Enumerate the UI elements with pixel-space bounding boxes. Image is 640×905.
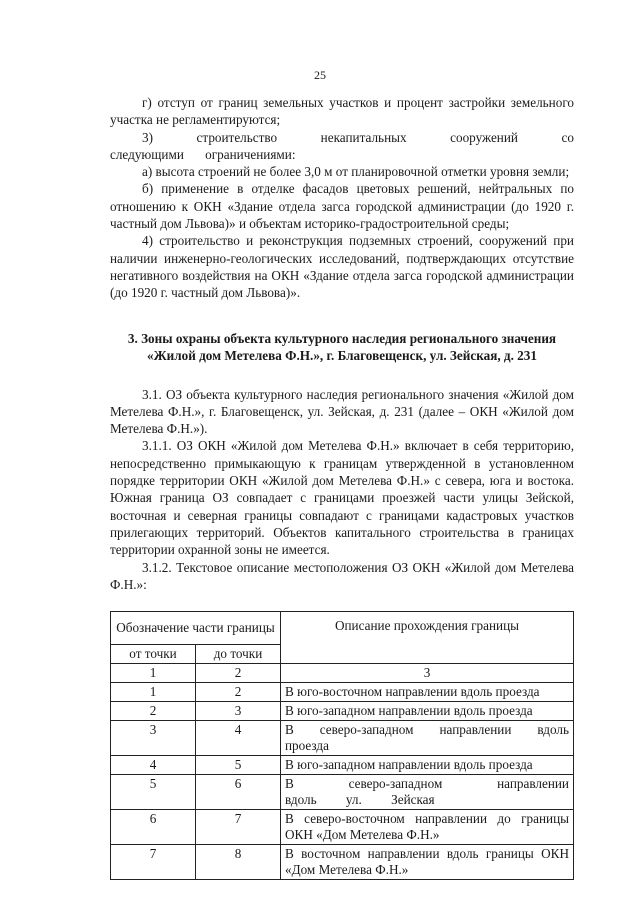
from-cell: 7: [111, 845, 196, 880]
from-cell: 6: [111, 810, 196, 845]
header-desc-cell: Описание прохождения границы: [281, 612, 574, 664]
table-row: [111, 845, 574, 880]
header-to-cell: до точки: [196, 645, 281, 664]
desc-cell: В юго-восточном направлении вдоль проезда: [281, 683, 574, 702]
paragraph: б) применение в отделке фасадов цветовых решений, нейтральных по отношению к ОКН «Здание отдела загса городской администрации (до 1920 г. частный дом Львова)» и объектам историко-градостроительной среды;: [110, 181, 574, 232]
to-cell: 2: [196, 683, 281, 702]
from-cell: 3: [111, 721, 196, 756]
table-row: [111, 702, 574, 721]
col-number: 3: [281, 664, 574, 683]
to-cell: 6: [196, 775, 281, 810]
paragraph: 3) строительство некапитальных сооружений со следующими ограничениями:: [110, 129, 574, 162]
document-body: [110, 94, 574, 880]
paragraph: г) отступ от границ земельных участков и процент застройки земельного участка не регламентируются;: [110, 95, 574, 128]
col-number: 2: [196, 664, 281, 683]
header-group-cell: Обозначение части границы: [111, 612, 281, 645]
boundary-table: [110, 611, 574, 880]
paragraph: а) высота строений не более 3,0 м от планировочной отметки уровня земли;: [142, 164, 570, 180]
paragraph: 4) строительство и реконструкция подземных строений, сооружений при наличии инженерно-геологических исследований, подтверждающих отсутствие негативного воздействия на ОКН «Здание отдела загса городской администрации (до 1920 г. частный дом Львова)».: [110, 233, 574, 301]
to-cell: 8: [196, 845, 281, 880]
table-row: [111, 721, 574, 756]
heading-line: «Жилой дом Метелева Ф.Н.», г. Благовещенск, ул. Зейская, д. 231: [147, 347, 537, 363]
table-row: [111, 683, 574, 702]
desc-cell: В юго-западном направлении вдоль проезда: [281, 702, 574, 721]
to-cell: 3: [196, 702, 281, 721]
col-number: 1: [111, 664, 196, 683]
heading-line: 3. Зоны охраны объекта культурного наследия регионального значения: [127, 330, 557, 346]
desc-cell: В восточном направлении вдоль границы ОКН «Дом Метелева Ф.Н.»: [281, 845, 574, 880]
page-number: 25: [314, 68, 326, 82]
desc-cell: В северо-западном направлении вдоль проезда: [281, 721, 574, 756]
to-cell: 5: [196, 756, 281, 775]
from-cell: 1: [111, 683, 196, 702]
from-cell: 5: [111, 775, 196, 810]
section-heading: [110, 330, 574, 364]
column-number-row: [111, 664, 574, 683]
paragraph: 3.1.2. Текстовое описание местоположения ОЗ ОКН «Жилой дом Метелева Ф.Н.»:: [110, 559, 574, 592]
desc-cell: В северо-восточном направлении до границы ОКН «Дом Метелева Ф.Н.»: [281, 810, 574, 845]
table-row: [111, 756, 574, 775]
to-cell: 4: [196, 721, 281, 756]
from-cell: 4: [111, 756, 196, 775]
to-cell: 7: [196, 810, 281, 845]
from-cell: 2: [111, 702, 196, 721]
desc-cell: В юго-западном направлении вдоль проезда: [281, 756, 574, 775]
header-from-cell: от точки: [111, 645, 196, 664]
paragraph: 3.1. ОЗ объекта культурного наследия регионального значения «Жилой дом Метелева Ф.Н.», г. Благовещенск, ул. Зейская, д. 231 (далее – ОКН «Жилой дом Метелева Ф.Н.»).: [110, 386, 574, 437]
desc-cell: В северо-западном направлении вдоль ул. Зейская: [281, 775, 574, 810]
paragraph: 3.1.1. ОЗ ОКН «Жилой дом Метелева Ф.Н.» включает в себя территорию, непосредственно примыкающую к границам утвержденной в установленном порядке территории ОКН «Жилой дом Метелева Ф.Н.» с севера, юга и востока. Южная граница ОЗ совпадает с границами проезжей части улицы Зейской, восточная и северная границы совпадают с границами кадастровых участков прилегающих территорий. Объектов капитального строительства в границах территории охранной зоны не имеется.: [110, 438, 574, 558]
table-row: [111, 810, 574, 845]
table-row: [111, 775, 574, 810]
